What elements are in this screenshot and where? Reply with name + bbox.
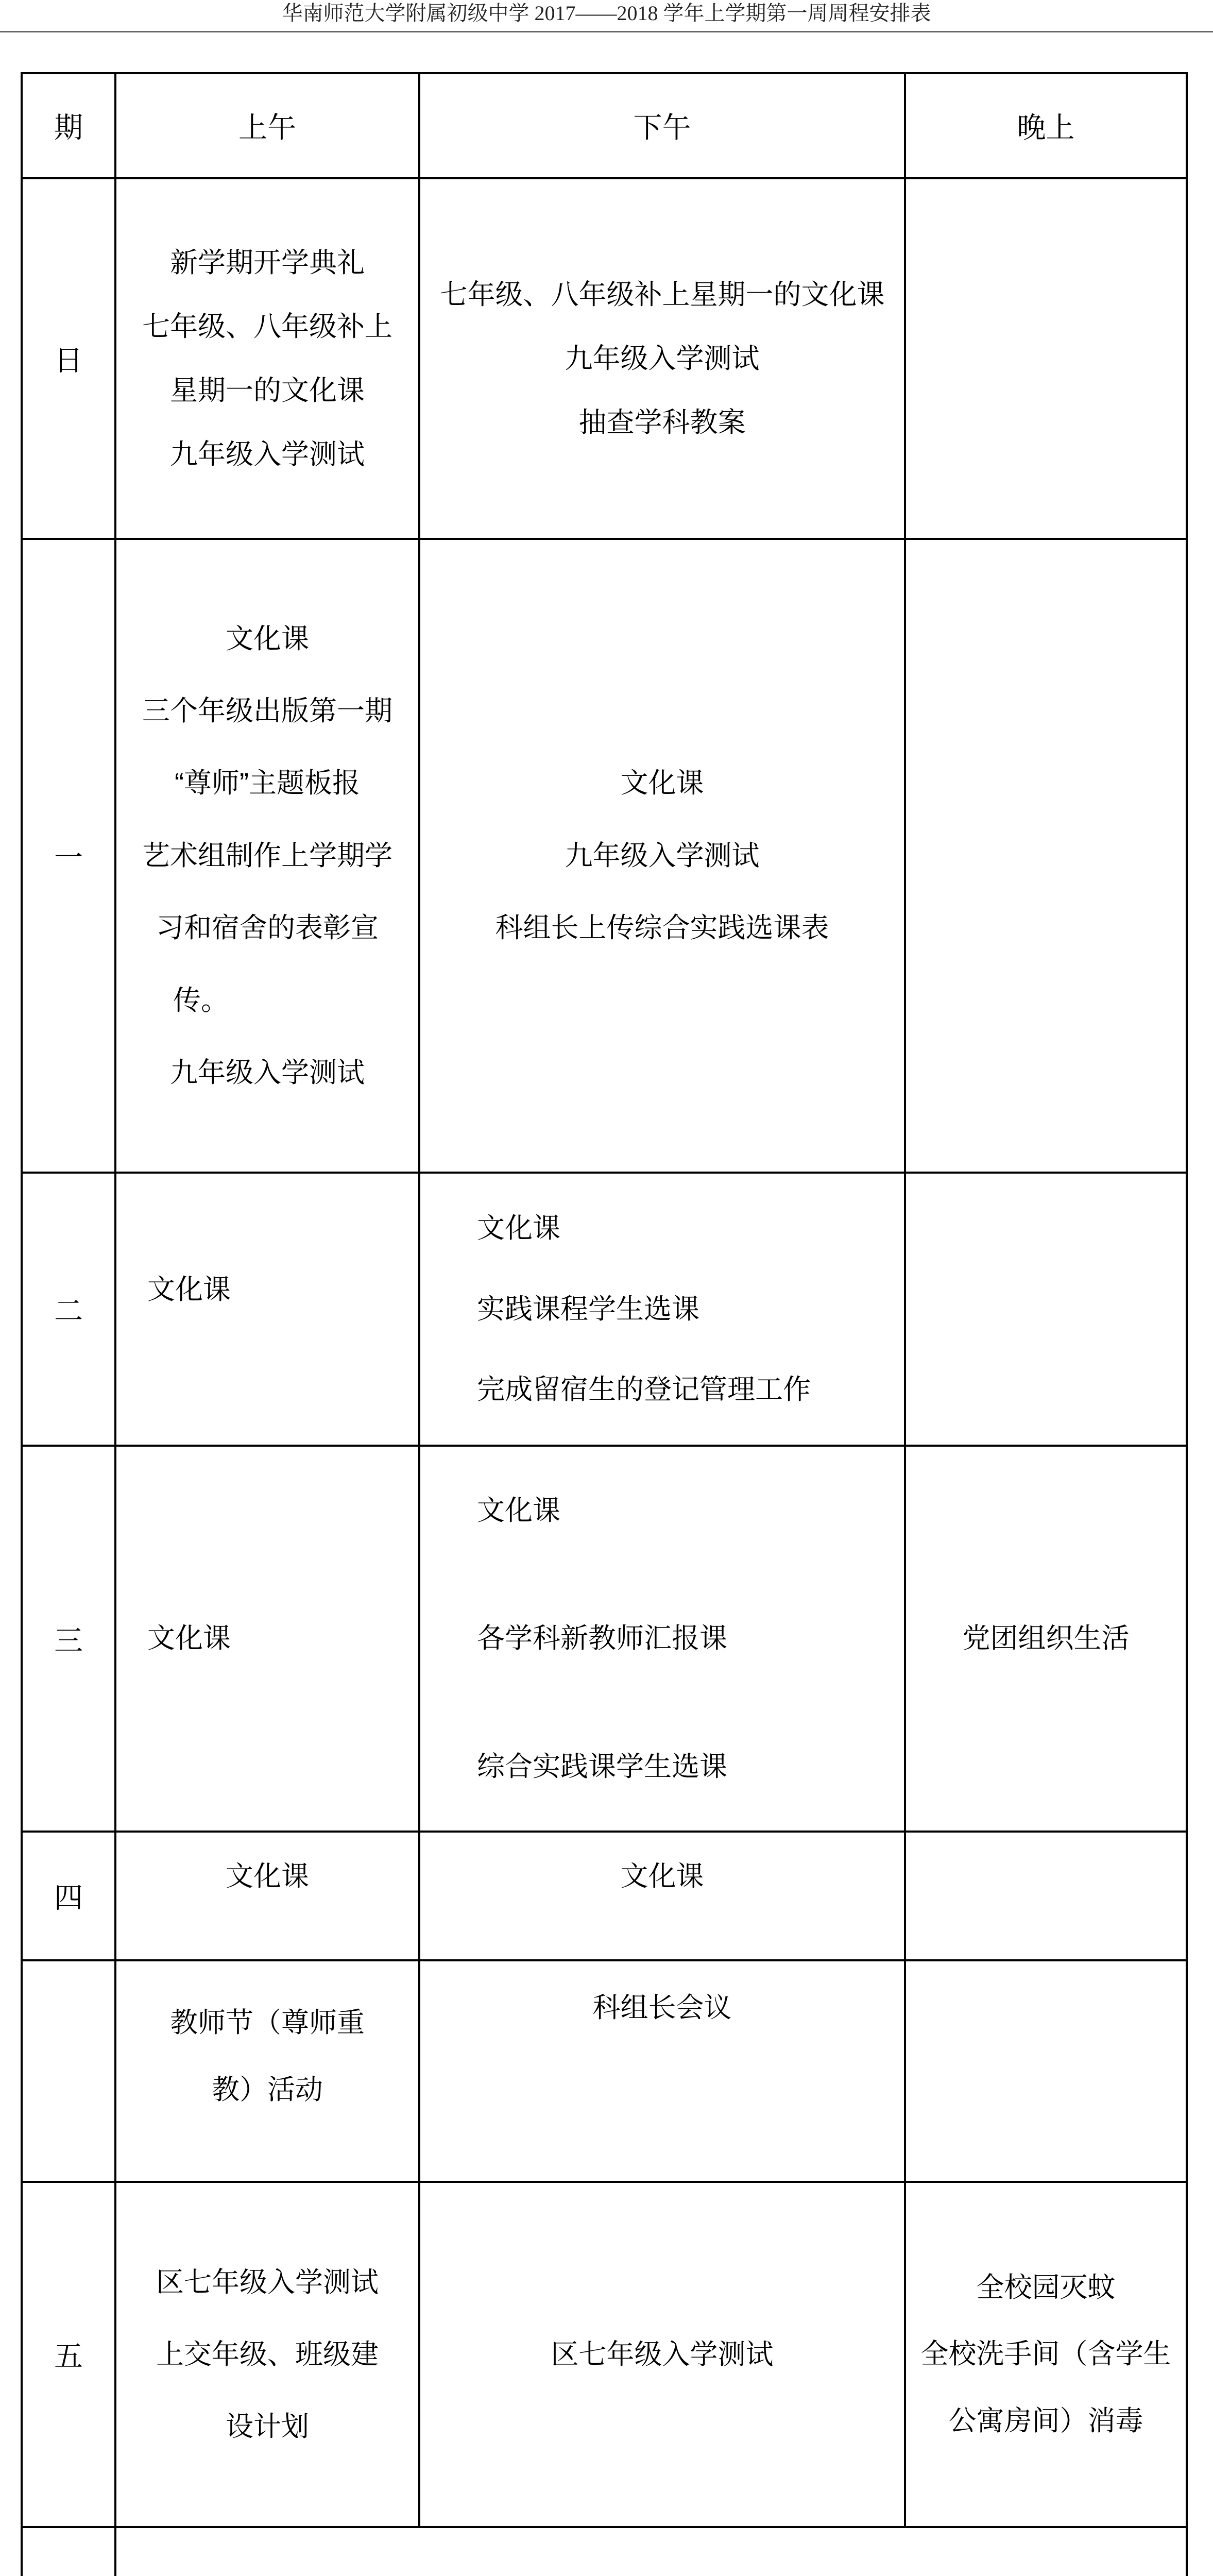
afternoon-line: 完成留宿生的登记管理工作 bbox=[477, 1374, 811, 1405]
afternoon-line: 文化课 bbox=[477, 1495, 560, 1526]
schedule-table bbox=[21, 72, 1188, 2576]
column-header-evening: 晚上 bbox=[905, 73, 1187, 178]
morning-cell bbox=[115, 178, 419, 539]
morning-cell bbox=[115, 1446, 419, 1832]
morning-line: 设计划 bbox=[226, 2411, 309, 2443]
evening-line: 公寓房间）消毒 bbox=[948, 2405, 1143, 2436]
day-cell bbox=[22, 1960, 115, 2182]
table-header-row bbox=[22, 73, 1187, 178]
day-cell: 五 bbox=[22, 2182, 115, 2527]
afternoon-line: 文化课 bbox=[477, 1213, 560, 1244]
morning-line: 九年级入学测试 bbox=[170, 1057, 365, 1088]
morning-line: 新学期开学典礼 bbox=[170, 247, 365, 278]
afternoon-line: 各学科新教师汇报课 bbox=[477, 1623, 727, 1654]
day-cell: 日 bbox=[22, 178, 115, 539]
afternoon-line: 科组长会议 bbox=[592, 1992, 732, 2024]
table-row bbox=[22, 539, 1187, 1173]
evening-line: 党团组织生活 bbox=[962, 1623, 1130, 1654]
morning-line: 文化课 bbox=[147, 1274, 231, 1305]
morning-line: 艺术组制作上学期学 bbox=[142, 840, 392, 871]
column-header-morning: 上午 bbox=[115, 73, 419, 178]
afternoon-cell bbox=[419, 1446, 905, 1832]
afternoon-line: 综合实践课学生选课 bbox=[477, 1751, 727, 1782]
morning-line: 九年级入学测试 bbox=[170, 439, 365, 470]
column-header-afternoon: 下午 bbox=[419, 73, 905, 178]
morning-line: 教师节（尊师重 bbox=[170, 2007, 365, 2039]
morning-line: 七年级、八年级补上 bbox=[142, 311, 392, 342]
afternoon-line: 科组长上传综合实践选课表 bbox=[495, 912, 829, 944]
column-header-day: 期 bbox=[22, 73, 115, 178]
afternoon-cell bbox=[419, 1960, 905, 2182]
table-row bbox=[22, 2182, 1187, 2527]
day-cell: 一 bbox=[22, 539, 115, 1173]
morning-line: 习和宿舍的表彰宣 bbox=[156, 912, 379, 944]
morning-line: 三个年级出版第一期 bbox=[142, 696, 392, 727]
evening-cell bbox=[905, 1446, 1187, 1832]
evening-cell bbox=[905, 2182, 1187, 2527]
morning-cell bbox=[115, 1960, 419, 2182]
day-cell: 四 bbox=[22, 1832, 115, 1960]
notes-cell bbox=[115, 2527, 1187, 2576]
afternoon-cell bbox=[419, 1832, 905, 1960]
evening-cell bbox=[905, 1960, 1187, 2182]
afternoon-cell bbox=[419, 178, 905, 539]
afternoon-cell bbox=[419, 1173, 905, 1446]
afternoon-cell bbox=[419, 539, 905, 1173]
evening-line: 全校园灭蚊 bbox=[976, 2272, 1116, 2303]
notes-label bbox=[22, 2527, 115, 2576]
morning-line: 上交年级、班级建 bbox=[156, 2338, 379, 2370]
morning-cell bbox=[115, 1832, 419, 1960]
morning-line: 传。 bbox=[173, 985, 229, 1016]
morning-cell bbox=[115, 2182, 419, 2527]
evening-cell bbox=[905, 1832, 1187, 1960]
page-title: 华南师范大学附属初级中学 2017——2018 学年上学期第一周周程安排表 bbox=[282, 2, 931, 25]
afternoon-line: 七年级、八年级补上星期一的文化课 bbox=[439, 279, 885, 310]
afternoon-cell bbox=[419, 2182, 905, 2527]
afternoon-line: 九年级入学测试 bbox=[565, 840, 760, 871]
table-row bbox=[22, 178, 1187, 539]
header-rule bbox=[0, 31, 1213, 32]
morning-line: 文化课 bbox=[147, 1623, 231, 1654]
afternoon-line: 文化课 bbox=[620, 1861, 704, 1892]
afternoon-line: 文化课 bbox=[620, 768, 704, 799]
evening-cell bbox=[905, 178, 1187, 539]
afternoon-line: 实践课程学生选课 bbox=[477, 1293, 699, 1325]
table-row bbox=[22, 1173, 1187, 1446]
evening-line: 全校洗手间（含学生 bbox=[920, 2338, 1171, 2370]
table-row bbox=[22, 1832, 1187, 1960]
day-cell: 二 bbox=[22, 1173, 115, 1446]
day-cell: 三 bbox=[22, 1446, 115, 1832]
afternoon-line: 九年级入学测试 bbox=[565, 343, 760, 374]
evening-cell bbox=[905, 1173, 1187, 1446]
morning-line: 文化课 bbox=[226, 1861, 309, 1892]
afternoon-line: 区七年级入学测试 bbox=[551, 2339, 774, 2370]
morning-cell bbox=[115, 1173, 419, 1446]
morning-line: 区七年级入学测试 bbox=[156, 2266, 379, 2298]
morning-cell bbox=[115, 539, 419, 1173]
table-row bbox=[22, 1960, 1187, 2182]
notes-row bbox=[22, 2527, 1187, 2576]
morning-line: 文化课 bbox=[226, 623, 309, 654]
table-row bbox=[22, 1446, 1187, 1832]
morning-line: 星期一的文化课 bbox=[170, 375, 365, 406]
morning-line: “尊师”主题板报 bbox=[175, 768, 360, 799]
evening-cell bbox=[905, 539, 1187, 1173]
afternoon-line: 抽查学科教案 bbox=[578, 407, 746, 438]
morning-line: 教）活动 bbox=[212, 2074, 323, 2105]
